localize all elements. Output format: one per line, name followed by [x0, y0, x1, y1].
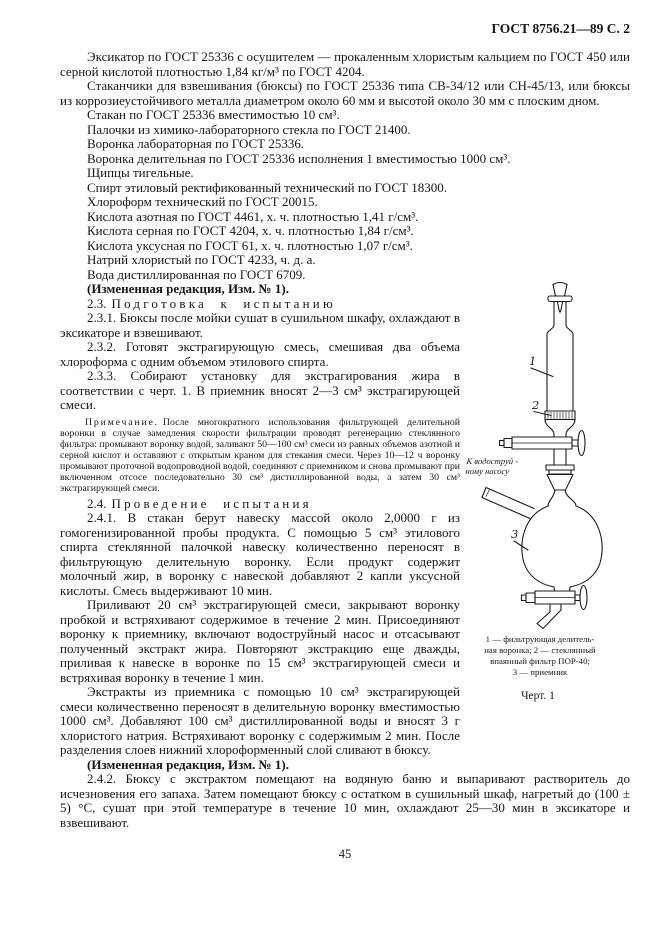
para-equipment-item: Кислота серная по ГОСТ 4204, х. ч. плотностью 1,84 г/см³.: [87, 223, 414, 238]
section-2-3-heading: [60, 297, 460, 312]
text-figure-row: [60, 297, 630, 758]
stopper: [548, 282, 572, 325]
pump-label-line2: ному насосу: [465, 465, 510, 476]
closing-section: [60, 758, 630, 831]
page-number: 45: [338, 847, 352, 861]
lower-stopcock: [522, 585, 588, 628]
note-paragraph: [60, 417, 460, 494]
funnel-outlet: [545, 419, 575, 437]
revision-note: (Измененная редакция, Изм. № 1).: [87, 281, 289, 296]
caption-line: впаянный фильтр ПОР-40;: [490, 655, 590, 666]
caption-line: 1 — фильтрующая делитель-: [485, 633, 595, 644]
pump-connection-label: [465, 457, 519, 476]
para-equipment-item: Стакан по ГОСТ 25336 вместимостью 10 см³.: [87, 107, 340, 122]
para-equipment-item: Палочки из химико-лабораторного стекла по ГОСТ 21400.: [87, 121, 411, 137]
figure-title: Черт. 1: [521, 689, 555, 702]
caption-line: 3 — приемник: [512, 666, 568, 677]
callout-1: 1: [529, 353, 537, 368]
para-equipment-item: Кислота азотная по ГОСТ 4461, х. ч. плотностью 1,41 г/см³.: [87, 208, 419, 224]
para-equipment-item: Натрий хлористый по ГОСТ 4233, ч. д. а.: [87, 252, 316, 267]
upper-stopcock: [500, 430, 586, 455]
funnel-cylinder: [547, 325, 573, 411]
para-2-4-1: 2.4.1. В стакан берут навеску массой около 2,0000 г из гомогенизированной пробы продукта. С помощью 5 см³ этилового спирта стеклянной палочкой навеску количественно переносят в фильтрующую делительную воронку. Если продукт содержит молочный жир, в воронку с навеской добавляют 2 капли уксусной кислоты. Смесь выдерживают 10 мин.: [60, 510, 460, 598]
pump-label-line1: К водоструй -: [466, 455, 519, 466]
para-equipment-item: Спирт этиловый ректификованный технический по ГОСТ 18300.: [87, 179, 447, 195]
callout-3: 3: [511, 526, 519, 541]
section-title: Подготовка к испытанию: [111, 295, 336, 311]
para-equipment-item: Воронка лабораторная по ГОСТ 25336.: [87, 136, 305, 151]
section-2-4-heading: [60, 497, 460, 512]
para-equipment-item: Хлороформ технический по ГОСТ 20015.: [87, 194, 318, 209]
para-2-4-1-cont: Приливают 20 см³ экстрагирующей смеси, закрывают воронку пробкой и встряхивают содержимое в течение 2 мин. Присоединяют воронку к приемнику, включают водоструйный насос и отсасывают полученный экстракт жира. Повторяют экстракцию еще дважды, приливая к навеске в воронке по 15 см³ экстрагирующей смеси и встряхивая воронку в течение 1 мин.: [60, 597, 460, 685]
para-equipment-item: Щипцы тигельные.: [87, 165, 194, 180]
note-label: Примечание.: [85, 416, 159, 428]
caption-line: ная воронка; 2 — стеклянный: [484, 644, 596, 655]
figure-column: [460, 297, 630, 702]
equipment-section: [60, 50, 630, 297]
para-equipment-item: Кислота уксусная по ГОСТ 61, х. ч. плотностью 1,07 г/см³.: [87, 237, 413, 253]
para-equipment-item: Вода дистиллированная по ГОСТ 6709.: [87, 266, 306, 282]
vacuum-side-arm: [482, 487, 534, 518]
para-2-3-1: 2.3.1. Бюксы после мойки сушат в сушильном шкафу, охлаждают в эксикаторе и взвешивают.: [60, 310, 460, 340]
para-equipment-item: Стаканчики для взвешивания (бюксы) по ГОСТ 25336 типа СВ-34/12 или СН-45/13, или бюксы из коррозиеустойчивого металла диаметром около 60 мм и высотой около 30 мм с плоским дном.: [60, 78, 630, 108]
para-equipment-item: Воронка делительная по ГОСТ 25336 исполнения 1 вместимостью 1000 см³.: [87, 150, 511, 166]
para-equipment-item: Эксикатор по ГОСТ 25336 с осушителем — прокаленным хлористым кальцием по ГОСТ 450 или серной кислотой плотностью 1,84 кг/м³ по ГОСТ 4204.: [60, 49, 630, 79]
para-2-3-2: 2.3.2. Готовят экстрагирующую смесь, смешивая два объема хлороформа с одним объемом этилового спирта.: [60, 339, 460, 369]
note-text: После многократного использования фильтрующей делительной воронки в случае замедления скорости фильтрации проводят регенерацию стеклянного фильтра: промывают воронку водой, заливают 50—100 см³ смеси из равных объемов азотной и серной кислот и оставляют с открытым краном для стекания смеси. Через 10—12 ч воронку промывают проточной водопроводной водой, соединяют с приемником и снова промывают при включенном отсосе последовательно 30 см³ дистиллированной воды, а затем 30 см³ экстрагирующей смеси.: [60, 416, 460, 494]
para-2-4-1-cont2: Экстракты из приемника с помощью 10 см³ экстрагирующей смеси количественно переносят в делительную воронку вместимостью 1000 см³. Добавляют 100 см³ дистиллированной воды и вносят 3 г хлористого натрия. Встряхивают воронку с содержимым 2 мин. После разделения слоев нижний хлороформенный слой сливают в бюксу.: [60, 684, 460, 757]
section-number: 2.4.: [87, 495, 107, 511]
para-2-3-3: 2.3.3. Собирают установку для экстрагирования жира в соответствии с черт. 1. В приемник вносят 2—3 см³ экстрагирующей смеси.: [60, 368, 460, 412]
revision-note-2: (Измененная редакция, Изм. № 1).: [87, 756, 289, 772]
text-column: [60, 297, 460, 758]
callout-labels: [511, 354, 539, 541]
para-2-4-2: 2.4.2. Бюксу с экстрактом помещают на водяную баню и выпаривают растворитель до исчезновения его запаха. Затем помещают бюксу с остатком в сушильный шкаф, нагретый до (100 ± 5) °С, сушат при этой температуре в течение 10 мин, охлаждают 25—30 мин в эксикаторе и взвешивают.: [60, 771, 630, 830]
ground-joint: [546, 449, 574, 490]
section-title: Проведение испытания: [111, 495, 312, 511]
callout-2: 2: [532, 397, 540, 412]
page-header: ГОСТ 8756.21—89 С. 2: [491, 21, 630, 36]
figure-caption: [462, 634, 618, 678]
section-number: 2.3.: [87, 295, 107, 311]
receiver-flask: [522, 490, 602, 587]
